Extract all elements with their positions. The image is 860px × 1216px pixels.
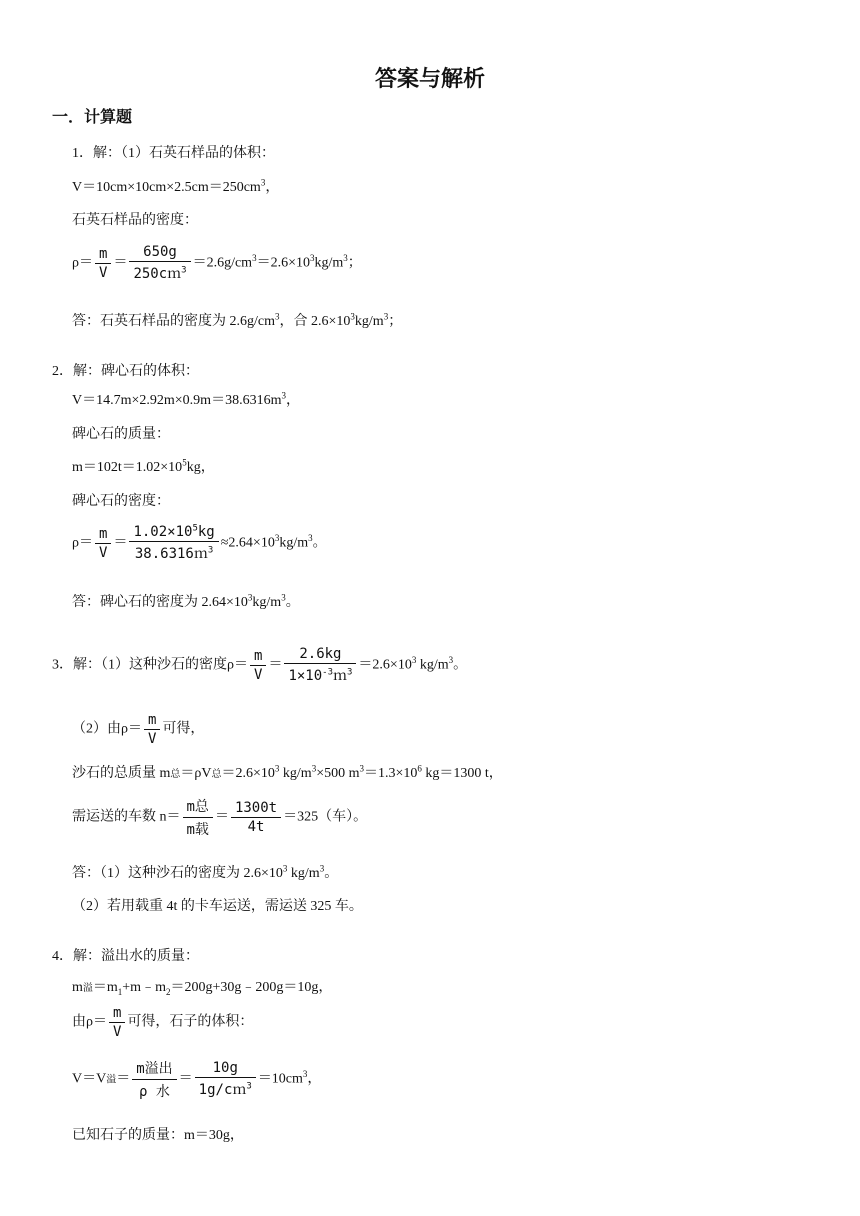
page-title: 答案与解析 [374, 67, 485, 92]
p3-cars: 需运送的车数 n＝ $\frac{\text{m总}}{\text{m载}}$ ＝ $\frac{1300t}{4t}$ ＝325（车）。 [72, 796, 367, 839]
fraction-overflow-over-rho: $\frac{\text{m溢出}}{\text{ρ 水}}$ [132, 1058, 176, 1101]
fraction-10g-over-density: $\frac{10g}{1g/cm^3}$ [195, 1060, 256, 1099]
p3-part2: （2）由ρ＝ $\frac{m}{V}$ 可得， [72, 712, 205, 747]
fraction-m-over-v: $\frac{m}{V}$ [250, 648, 266, 683]
p2-formula: ρ＝ $\frac{m}{V}$ ＝ $\frac{1.02\times 10^5kg}{38.6316m^3}$ $\approx 2.64\times 10^3kg/m^3$。 [72, 523, 327, 562]
p3-total-mass: 沙石的总质量 m总＝ρV总$=2.6\times 10^3$ $kg/m^3\times 500$ $m^3=1.3\times 10^6$ kg＝1300 t， [72, 763, 503, 781]
p4-known-mass: 已知石子的质量：m＝30g， [72, 1128, 244, 1143]
p1-volume: $V=10cm\times 10cm\times 2.5cm=250cm^3$， [72, 177, 280, 195]
fraction-m-over-v: $\frac{m}{V}$ [144, 712, 160, 747]
fraction-mass-over-volume: $\frac{1.02\times 10^5kg}{38.6316m^3}$ [129, 524, 218, 563]
fraction-m-over-v: $\frac{m}{V}$ [95, 246, 111, 281]
fraction-m-over-v: $\frac{m}{V}$ [95, 526, 111, 561]
p1-formula: ρ＝ $\frac{m}{V}$ ＝ $\frac{650g}{250cm^3}$ $=2.6g/cm^3=2.6\times 10^3kg/m^3$； [72, 244, 362, 282]
p1-density-label: 石英石样品的密度： [72, 213, 198, 228]
p2-volume: $V=14.7m\times 2.92m\times 0.9m=38.6316m^3$， [72, 390, 300, 408]
p2-intro: 2．解：碑心石的体积： [52, 364, 199, 379]
p1-intro: 1．解：（1）石英石样品的体积： [72, 146, 275, 161]
p4-volume: V＝V溢＝ $\frac{\text{m溢出}}{\text{ρ 水}}$ ＝ $\frac{10g}{1g/cm^3}$ $=10cm^3$， [72, 1060, 322, 1100]
p2-density-label: 碑心石的密度： [72, 494, 170, 509]
p3-intro: 3．解：（1）这种沙石的密度ρ＝ $\frac{m}{V}$ ＝ $\frac{2.6kg}{1\times 10^{-3}m^3}$ $=2.6\times 10^3$ $kg/m^3$。 [52, 646, 468, 684]
section-heading: 一．计算题 [52, 107, 133, 126]
p4-relation: 由ρ＝ $\frac{m}{V}$ 可得，石子的体积： [72, 1005, 254, 1040]
p2-mass-label: 碑心石的质量： [72, 427, 170, 442]
fraction-m-over-v: $\frac{m}{V}$ [109, 1005, 125, 1040]
p2-mass: $m=102t=1.02\times 10^5kg$， [72, 457, 215, 475]
p2-answer: 答：碑心石的密度为 $2.64\times 10^3kg/m^3$。 [72, 592, 300, 610]
p4-intro: 4．解：溢出水的质量： [52, 949, 199, 964]
p3-answer2: （2）若用载重 4t 的卡车运送，需运送 325 车。 [72, 899, 363, 914]
fraction-650-over-250: $\frac{650g}{250cm^3}$ [129, 244, 190, 283]
p4-overflow-mass: m溢$=m_1+m﹣m_2=200g+30g﹣200g=10g$， [72, 980, 333, 997]
fraction-2.6kg: $\frac{2.6kg}{1\times 10^{-3}m^3}$ [284, 646, 356, 685]
p3-answer1: 答：（1）这种沙石的密度为 $2.6\times 10^3$ $kg/m^3$。 [72, 863, 339, 881]
p1-answer: 答：石英石样品的密度为 $2.6g/cm^3$，合 $2.6\times 10^3kg/m^3$； [72, 311, 403, 329]
fraction-1300-over-4: $\frac{1300t}{4t}$ [231, 800, 281, 835]
fraction-total-over-load: $\frac{\text{m总}}{\text{m载}}$ [183, 796, 213, 839]
